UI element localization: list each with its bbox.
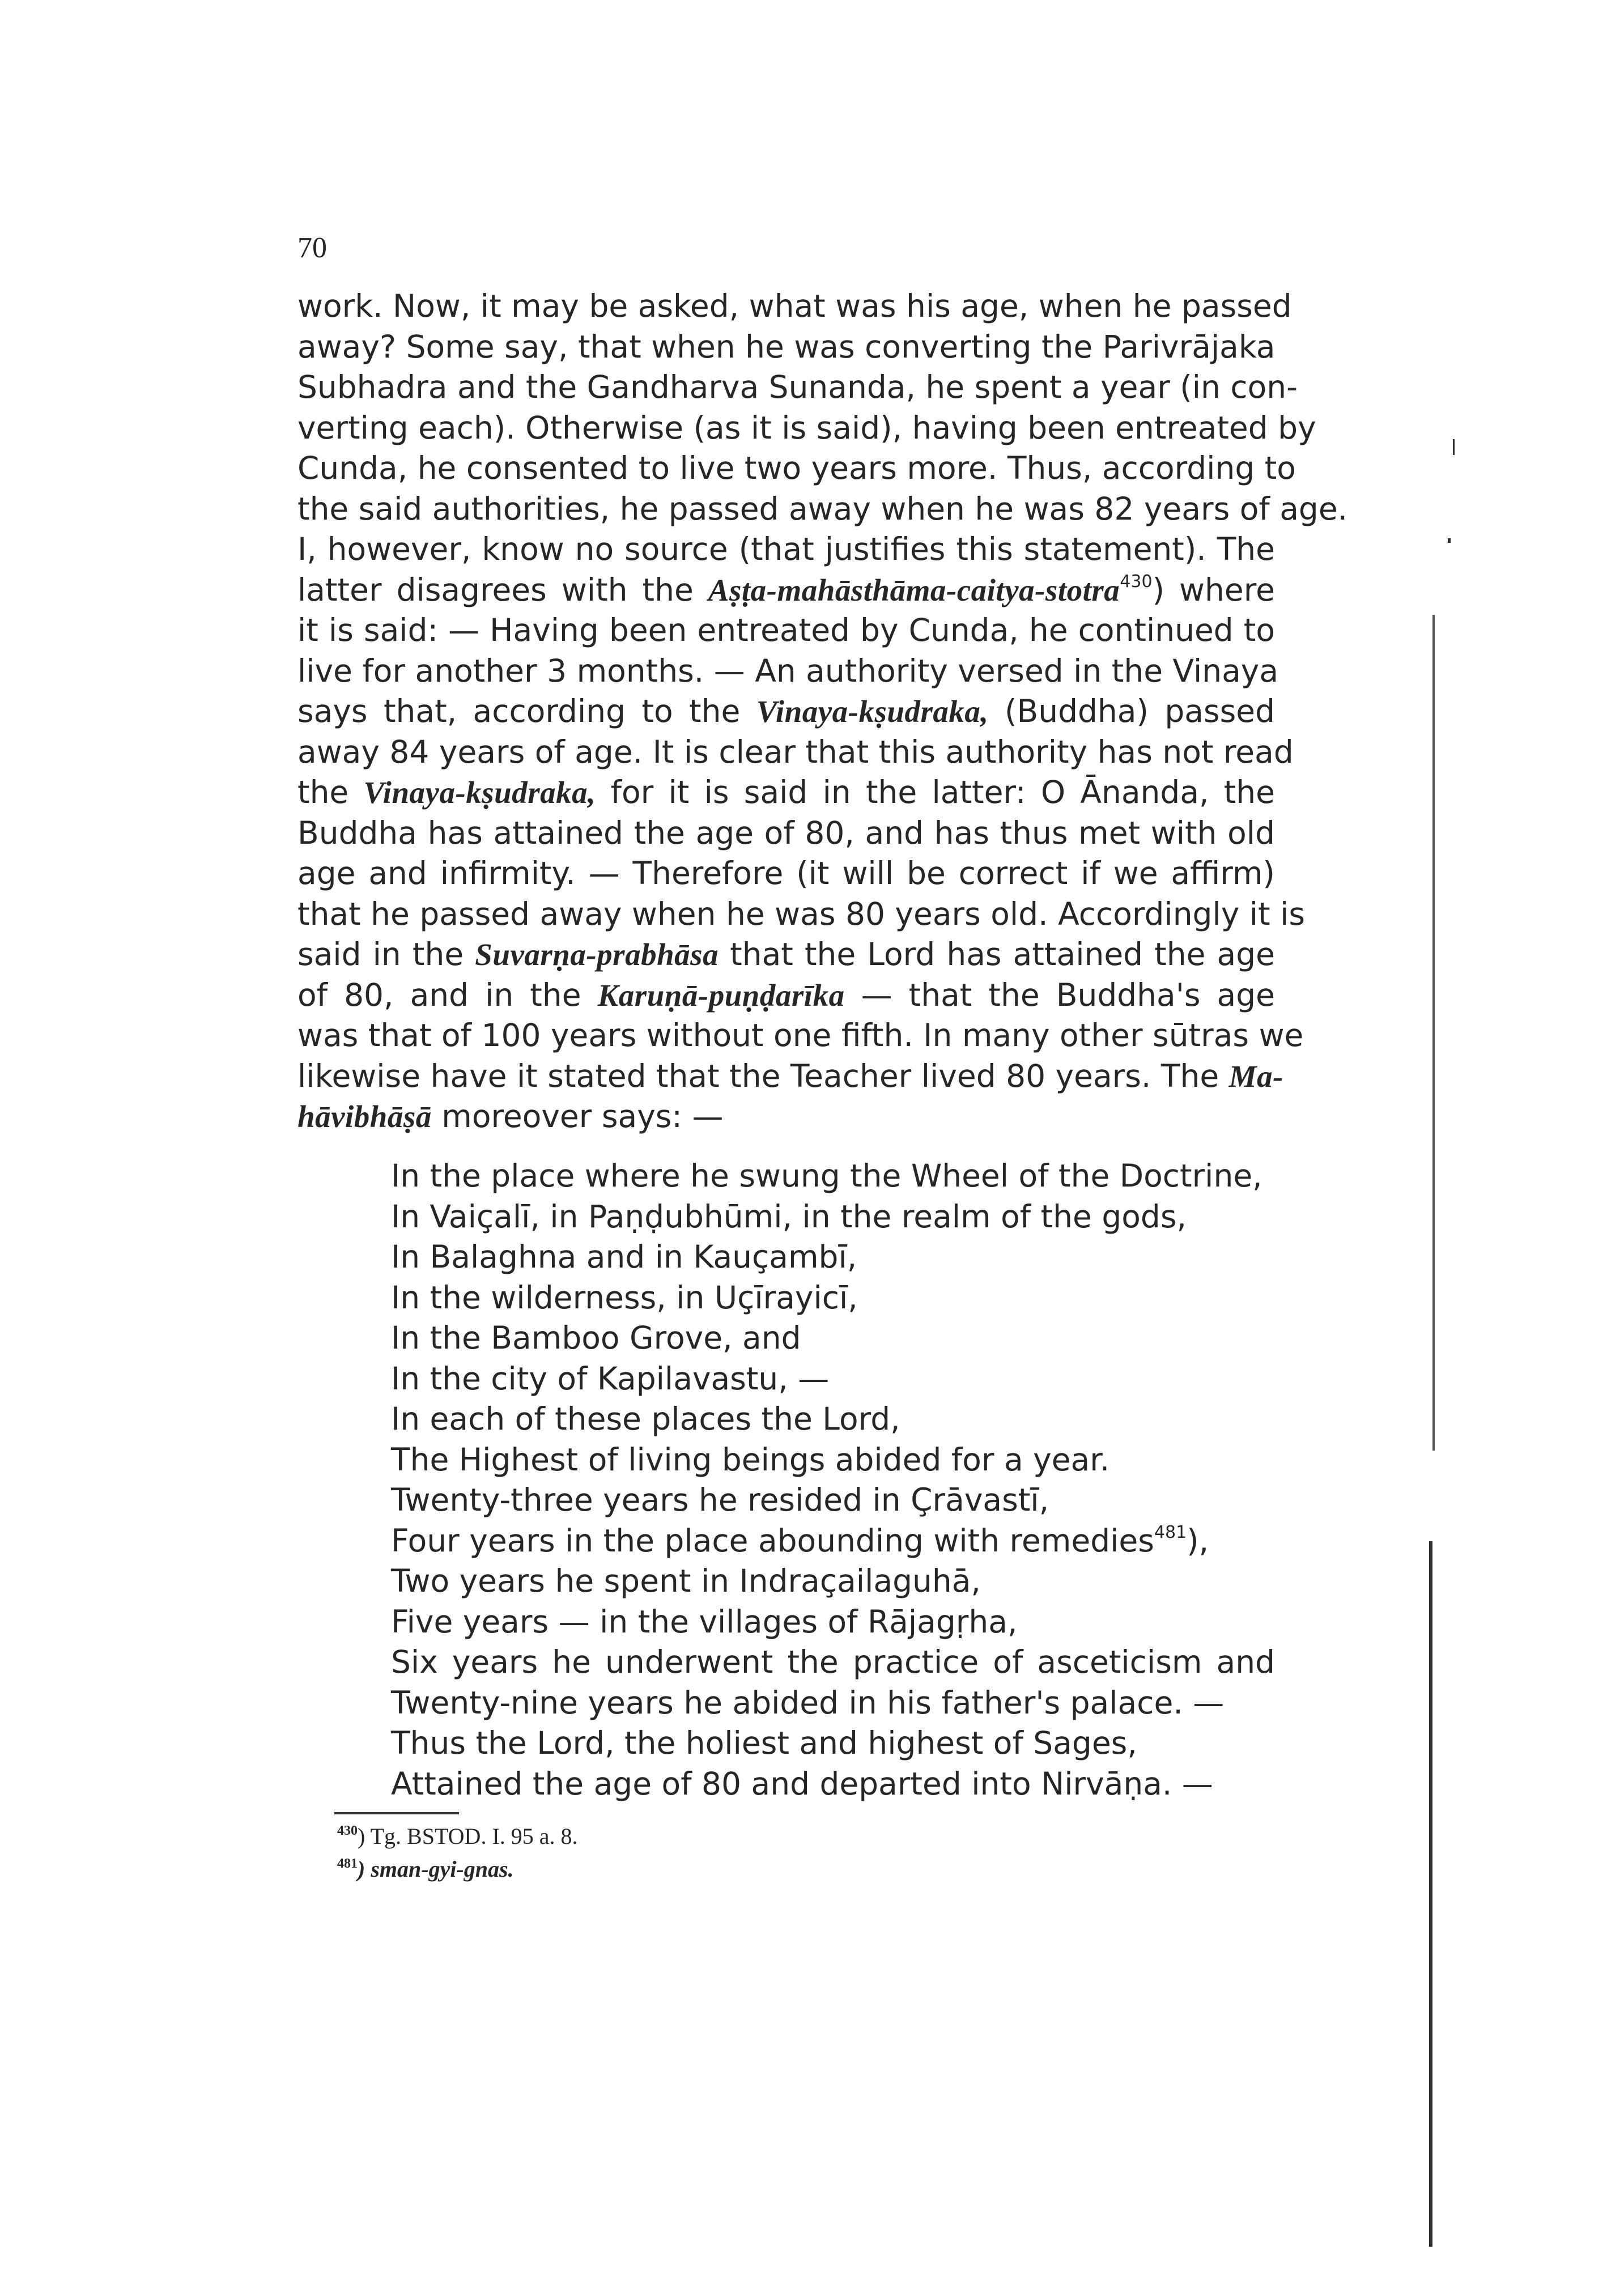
work-title: Suvarṇa-prabhāsa	[475, 937, 719, 972]
page-number: 70	[297, 232, 327, 264]
body-text: latter disagrees with the	[297, 571, 708, 608]
body-line: Cunda, he consented to live two years more. Thus, according to	[297, 450, 1296, 486]
footnote-text: ) sman-gyi-gnas.	[358, 1856, 514, 1882]
body-line: I, however, know no source (that justifies this statement). The	[297, 531, 1275, 567]
body-line	[297, 691, 1275, 732]
work-title: Ma-	[1228, 1058, 1283, 1094]
body-line	[297, 772, 1275, 813]
body-text: of 80, and in the	[297, 976, 598, 1013]
verse-line: Two years he spent in Indraçailaguhā,	[391, 1563, 981, 1599]
body-line: age and infirmity. — Therefore (it will be correct if we affirm)	[297, 855, 1275, 891]
margin-mark	[1448, 538, 1451, 543]
body-line: it is said: — Having been entreated by Cunda, he continued to	[297, 612, 1275, 648]
body-text: likewise have it stated that the Teacher lived 80 years. The	[297, 1057, 1229, 1094]
body-text: moreover says: —	[431, 1098, 724, 1134]
body-line	[297, 1096, 1275, 1137]
footnote-number: 481	[337, 1856, 358, 1871]
footnote-number: 430	[337, 1823, 358, 1838]
work-title: Vinaya-kṣudraka,	[756, 694, 989, 729]
footnote	[337, 1820, 1187, 1853]
body-text: the	[297, 774, 364, 810]
verse-line: In Vaiçalī, in Paṇḍubhūmi, in the realm of the gods,	[391, 1198, 1187, 1235]
footnote-reference: 481	[1154, 1522, 1187, 1542]
margin-mark	[1453, 439, 1455, 455]
verse-line: In the place where he swung the Wheel of the Doctrine,	[391, 1158, 1262, 1194]
margin-mark	[1429, 1541, 1432, 2247]
verse-line: Twenty-three years he resided in Çrāvastī,	[391, 1482, 1049, 1518]
body-line	[297, 1056, 1283, 1097]
verse-line: In Balaghna and in Kauçambī,	[391, 1239, 857, 1275]
work-title: Vinaya-kṣudraka,	[363, 775, 596, 810]
body-line: live for another 3 months. — An authority versed in the Vinaya	[297, 652, 1279, 689]
verse-line: The Highest of living beings abided for a year.	[391, 1441, 1110, 1478]
verse-line: Attained the age of 80 and departed into Nirvāṇa. —	[391, 1765, 1213, 1802]
verse-line	[391, 1521, 1275, 1562]
body-text: ) where	[1152, 571, 1275, 608]
verse-block	[391, 1156, 1275, 1804]
verse-line: Five years — in the villages of Rājagṛha,	[391, 1603, 1018, 1640]
verse-line: In the Bamboo Grove, and	[391, 1320, 801, 1356]
body-text: (Buddha) passed	[988, 693, 1275, 729]
body-line: away 84 years of age. It is clear that this authority has not read	[297, 733, 1294, 770]
verse-line: In the wilderness, in Uçīrayicī,	[391, 1279, 858, 1316]
verse-line: In each of these places the Lord,	[391, 1401, 900, 1437]
verse-text: Four years in the place abounding with remedies	[391, 1522, 1154, 1559]
footnote-rule	[334, 1812, 459, 1814]
footnote-text: ) Tg. BSTOD. I. 95 a. 8.	[358, 1823, 578, 1849]
body-text: — that the Buddha's age	[844, 976, 1275, 1013]
body-line	[297, 570, 1275, 611]
body-line: Subhadra and the Gandharva Sunanda, he spent a year (in con-	[297, 369, 1298, 405]
body-text: for it is said in the latter: O Ānanda, the	[596, 774, 1276, 810]
footnote	[337, 1853, 1187, 1886]
footnote-reference: 430	[1120, 571, 1153, 592]
work-title: hāvibhāṣā	[297, 1099, 432, 1134]
body-line: that he passed away when he was 80 years old. Accordingly it is	[297, 895, 1306, 932]
body-line: work. Now, it may be asked, what was his age, when he passed	[297, 288, 1292, 324]
verse-line: Thus the Lord, the holiest and highest of Sages,	[391, 1725, 1137, 1761]
footnotes	[337, 1820, 1187, 1886]
verse-line: In the city of Kapilavastu, —	[391, 1360, 830, 1397]
verse-text: ),	[1187, 1522, 1209, 1559]
verse-line: Six years he underwent the practice of asceticism and	[391, 1644, 1275, 1680]
body-line: away? Some say, that when he was converting the Parivrājaka	[297, 328, 1276, 365]
body-line: was that of 100 years without one fifth. In many other sūtras we	[297, 1017, 1304, 1053]
body-text: said in the	[297, 936, 475, 972]
body-line: verting each). Otherwise (as it is said), having been entreated by	[297, 409, 1316, 446]
body-line: Buddha has attained the age of 80, and has thus met with old	[297, 814, 1275, 851]
body-text: that the Lord has attained the age	[719, 936, 1276, 972]
body-line	[297, 934, 1275, 975]
work-title: Aṣṭa-mahāsthāma-caitya-stotra	[708, 572, 1120, 607]
body-line: the said authorities, he passed away when he was 82 years of age.	[297, 490, 1348, 527]
work-title: Karuṇā-puṇḍarīka	[597, 977, 845, 1013]
body-line	[297, 975, 1275, 1016]
margin-mark	[1432, 615, 1435, 1451]
body-text	[297, 286, 1348, 1137]
verse-line: Twenty-nine years he abided in his father's palace. —	[391, 1684, 1225, 1721]
body-text: says that, according to the	[297, 693, 756, 729]
